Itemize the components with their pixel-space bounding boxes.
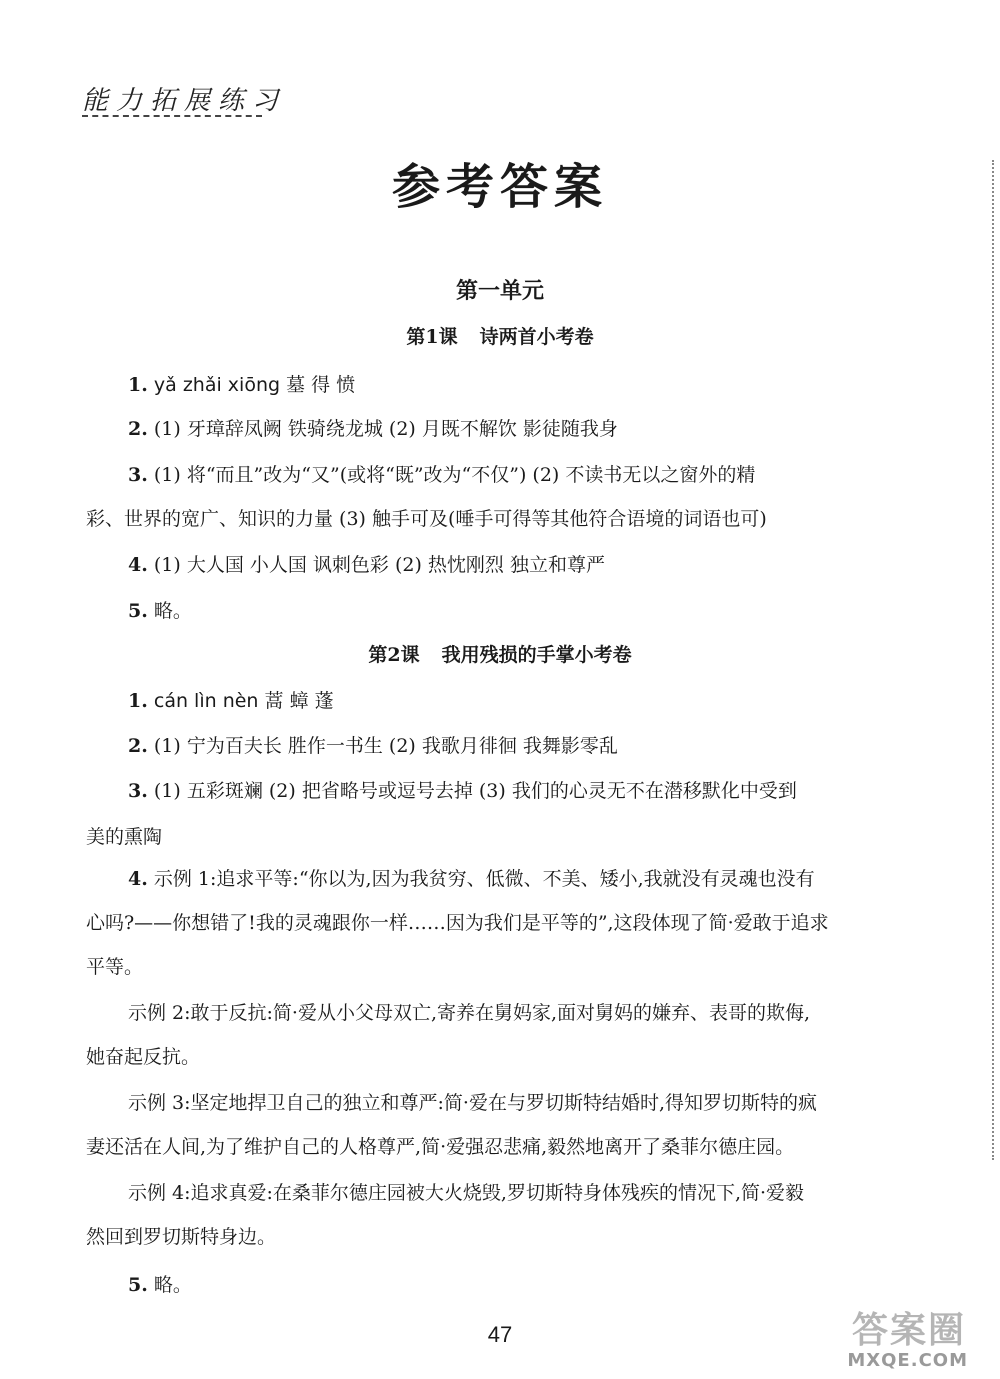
l1-q4 — [128, 550, 605, 577]
l1-q3-line1 — [128, 460, 755, 487]
l1-q3-text-a: (1) 将“而且”改为“又”(或将“既”改为“不仅”) (2) 不读书无以之窗外的精 — [153, 464, 756, 486]
l2-q4-ex2-line2: 她奋起反抗。 — [86, 1046, 201, 1068]
l1-q1-pinyin: yǎ zhǎi xiōng — [153, 374, 281, 396]
l2-q5-num: 5. — [128, 1274, 148, 1296]
lesson-2-name: 我用残损的手掌小考卷 — [441, 644, 632, 666]
l2-q4-ex1-line3: 平等。 — [86, 956, 144, 978]
l1-q1 — [128, 370, 355, 397]
l2-q2-text: (1) 宁为百夫长 胜作一书生 (2) 我歌月徘徊 我舞影零乱 — [153, 735, 618, 757]
l2-q3-num: 3. — [128, 780, 148, 802]
l1-q4-text: (1) 大人国 小人国 讽刺色彩 (2) 热忱刚烈 独立和尊严 — [153, 554, 605, 576]
page-number: 47 — [487, 1322, 513, 1347]
l2-q4-ex1-a: 示例 1:追求平等:“你以为,因为我贫穷、低微、不美、矮小,我就没有灵魂也没有 — [153, 868, 815, 890]
watermark-site: MXQE.COM — [847, 1350, 968, 1371]
l1-q2 — [128, 414, 618, 441]
l1-q1-num: 1. — [128, 374, 148, 396]
l2-q4-ex3-line2: 妻还活在人间,为了维护自己的人格尊严,简·爱强忍悲痛,毅然地离开了桑菲尔德庄园。 — [86, 1136, 795, 1158]
l2-q1-chars: 蒿 蟑 蓬 — [264, 690, 334, 712]
l2-q4-ex3-line1: 示例 3:坚定地捍卫自己的独立和尊严:简·爱在与罗切斯特结婚时,得知罗切斯特的疯 — [128, 1092, 818, 1114]
l2-q4-ex2-line1: 示例 2:敢于反抗:简·爱从小父母双亡,寄养在舅妈家,面对舅妈的嫌弃、表哥的欺侮, — [128, 1002, 811, 1024]
l1-q1-chars: 墓 得 愤 — [286, 374, 356, 396]
lesson-2-number: 第2课 — [368, 644, 420, 666]
l1-q2-text: (1) 牙璋辞凤阙 铁骑绕龙城 (2) 月既不解饮 影徒随我身 — [153, 418, 618, 440]
page-title: 参考答案 — [391, 159, 608, 215]
l2-q4-ex4-line1: 示例 4:追求真爱:在桑菲尔德庄园被大火烧毁,罗切斯特身体残疾的情况下,简·爱毅 — [128, 1182, 805, 1204]
l2-q3-line1 — [128, 776, 797, 803]
l2-q4-ex1-line2: 心吗?——你想错了!我的灵魂跟你一样……因为我们是平等的”,这段体现了简·爱敢于追求 — [86, 912, 829, 934]
l2-q5 — [128, 1270, 192, 1297]
l2-q4-ex1-line1 — [128, 864, 815, 891]
lesson-2-title — [0, 640, 1000, 667]
l1-q3-line2: 彩、世界的宽广、知识的力量 (3) 触手可及(唾手可得等其他符合语境的词语也可) — [86, 508, 767, 530]
l1-q3-num: 3. — [128, 464, 148, 486]
l1-q5-num: 5. — [128, 600, 148, 622]
l2-q4-ex4-line2: 然回到罗切斯特身边。 — [86, 1226, 277, 1248]
l2-q4-num: 4. — [128, 868, 148, 890]
l2-q2 — [128, 731, 618, 758]
l2-q1 — [128, 686, 334, 713]
l2-q1-pinyin: cán lìn nèn — [153, 690, 259, 712]
l1-q2-num: 2. — [128, 418, 148, 440]
l1-q5 — [128, 596, 192, 623]
lesson-1-title — [0, 322, 1000, 349]
l1-q5-text: 略。 — [153, 600, 192, 622]
header-tag: 能力拓展练习 — [82, 86, 287, 116]
watermark-mark: 答案圈 — [851, 1310, 966, 1351]
lesson-1-number: 第1课 — [406, 326, 458, 348]
lesson-1-name: 诗两首小考卷 — [479, 326, 594, 348]
l2-q5-text: 略。 — [153, 1274, 192, 1296]
header-rule — [82, 115, 262, 117]
watermark — [756, 1300, 976, 1375]
l1-q4-num: 4. — [128, 554, 148, 576]
unit-title: 第一单元 — [455, 278, 544, 304]
l2-q1-num: 1. — [128, 690, 148, 712]
l2-q3-text-a: (1) 五彩斑斓 (2) 把省略号或逗号去掉 (3) 我们的心灵无不在潜移默化中受到 — [153, 780, 797, 802]
l2-q2-num: 2. — [128, 735, 148, 757]
l2-q3-line2: 美的熏陶 — [86, 826, 163, 848]
